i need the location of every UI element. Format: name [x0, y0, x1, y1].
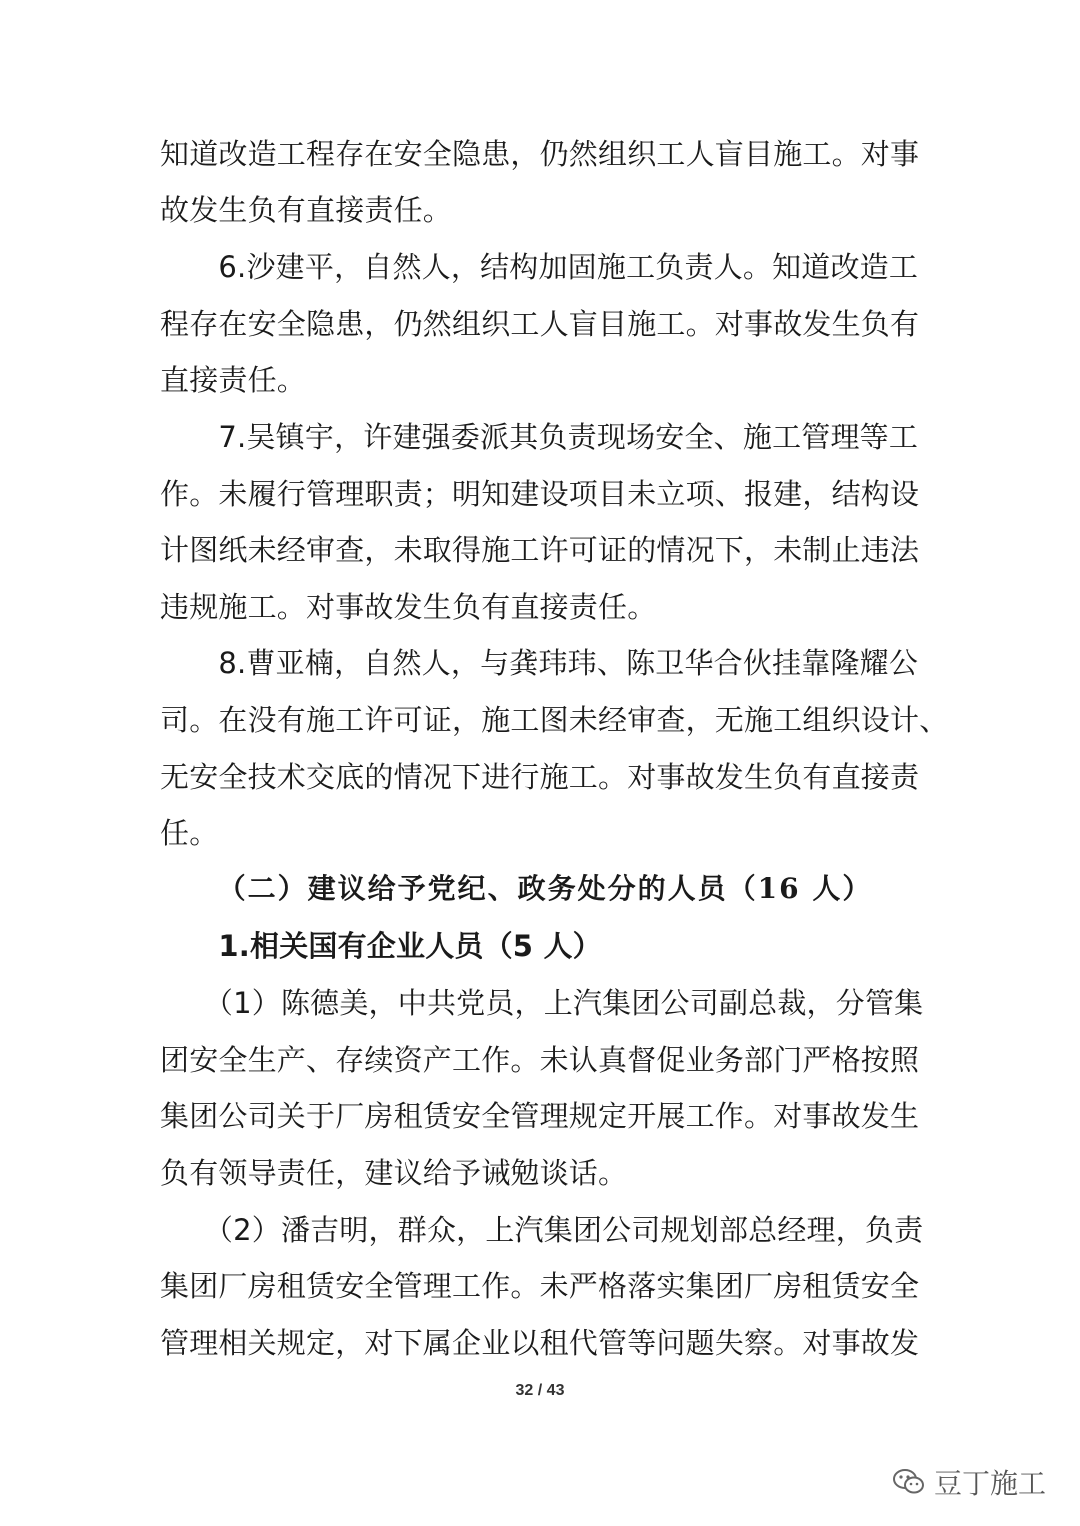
body-line: 8.曹亚楠，自然人，与龚玮玮、陈卫华合伙挂靠隆耀公 — [160, 646, 919, 680]
body-line: 直接责任。 — [160, 363, 307, 397]
section-heading: （二）建议给予党纪、政务处分的人员（16 人） — [217, 872, 873, 905]
body-line: 无安全技术交底的情况下进行施工。对事故发生负有直接责 — [160, 760, 920, 794]
subsection-heading: 1.相关国有企业人员（5 人） — [160, 929, 602, 963]
watermark — [892, 1462, 1046, 1502]
body-line: 违规施工。对事故发生负有直接责任。 — [160, 590, 657, 624]
body-line: 团安全生产、存续资产工作。未认真督促业务部门严格按照 — [160, 1043, 920, 1077]
body-line: 作。未履行管理职责；明知建设项目未立项、报建，结构设 — [160, 477, 920, 511]
body-line: 负有领导责任，建议给予诫勉谈话。 — [160, 1156, 628, 1190]
body-line: 司。在没有施工许可证，施工图未经审查，无施工组织设计、 — [160, 703, 949, 737]
body-line: 6.沙建平，自然人，结构加固施工负责人。知道改造工 — [160, 250, 919, 284]
body-line: 7.吴镇宇，许建强委派其负责现场安全、施工管理等工 — [160, 420, 919, 454]
body-line: 集团公司关于厂房租赁安全管理规定开展工作。对事故发生 — [160, 1099, 920, 1133]
body-line: （2）潘吉明，群众，上汽集团公司规划部总经理，负责 — [160, 1213, 924, 1247]
body-line: 程存在安全隐患，仍然组织工人盲目施工。对事故发生负有 — [160, 307, 920, 341]
body-line: 任。 — [160, 816, 219, 850]
body-line: 故发生负有直接责任。 — [160, 193, 453, 227]
body-line: 管理相关规定，对下属企业以租代管等问题失察。对事故发 — [160, 1326, 920, 1360]
body-line: 知道改造工程存在安全隐患，仍然组织工人盲目施工。对事 — [160, 137, 920, 171]
wechat-icon — [892, 1467, 926, 1497]
body-line: 集团厂房租赁安全管理工作。未严格落实集团厂房租赁安全 — [160, 1269, 920, 1303]
watermark-text: 豆丁施工 — [933, 1467, 1046, 1500]
body-line: 计图纸未经审查，未取得施工许可证的情况下，未制止违法 — [160, 533, 920, 567]
page-number: 32 / 43 — [515, 1382, 565, 1399]
body-line: （1）陈德美，中共党员，上汽集团公司副总裁，分管集 — [160, 986, 924, 1020]
